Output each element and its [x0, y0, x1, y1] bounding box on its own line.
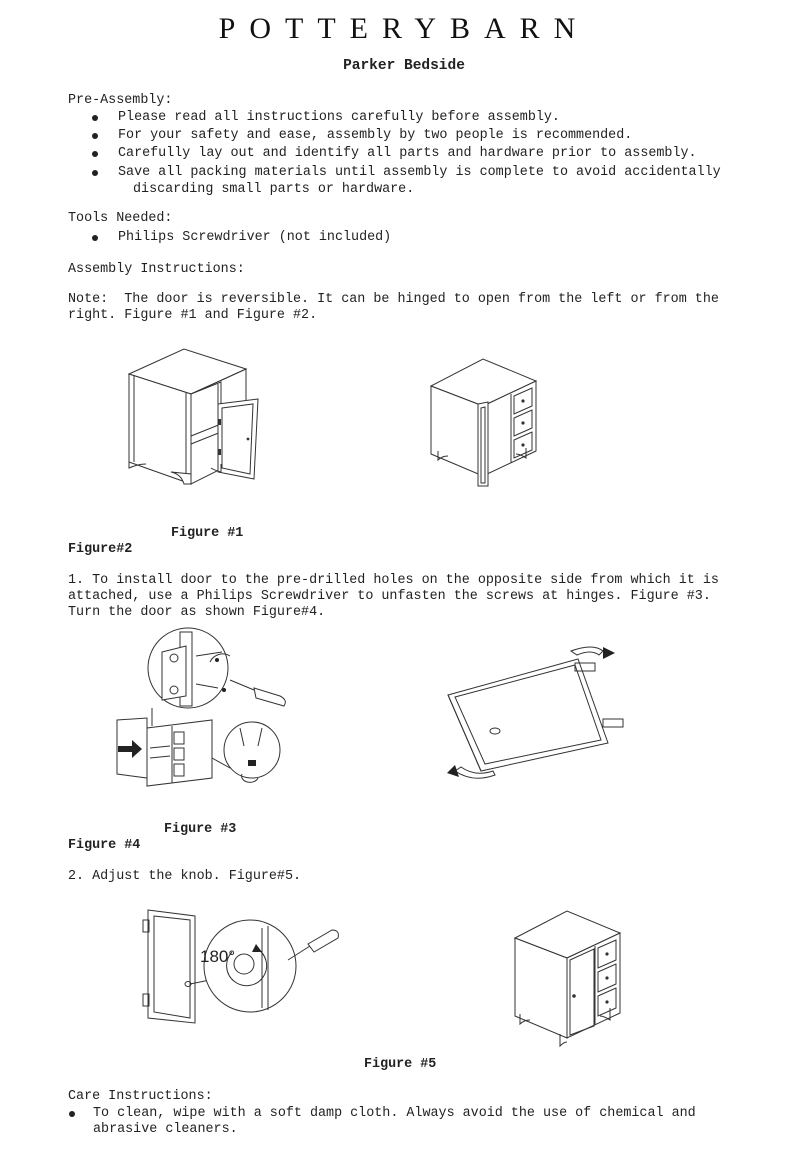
step-1-line: 1. To install door to the pre-drilled holes on the opposite side from which it is	[68, 573, 719, 588]
bullet-icon	[92, 133, 98, 139]
bullet-icon	[69, 1111, 75, 1117]
note-line: Note: The door is reversible. It can be hinged to open from the left or from the	[68, 292, 719, 307]
step-1-line: Turn the door as shown Figure#4.	[68, 605, 326, 620]
step-2-line: 2. Adjust the knob. Figure#5.	[68, 869, 302, 884]
figure-3-caption: Figure #3	[164, 822, 237, 837]
figure-1-illustration	[126, 344, 266, 494]
pre-assembly-item: Carefully lay out and identify all parts and hardware prior to assembly.	[118, 146, 697, 161]
bullet-icon	[92, 170, 98, 176]
bullet-icon	[92, 151, 98, 157]
care-heading: Care Instructions:	[68, 1089, 213, 1104]
pre-assembly-heading: Pre-Assembly:	[68, 93, 173, 108]
bullet-icon	[92, 115, 98, 121]
tools-heading: Tools Needed:	[68, 211, 173, 226]
figure-5-door-illustration	[140, 908, 350, 1028]
figure-4-caption: Figure #4	[68, 838, 141, 853]
note-line: right. Figure #1 and Figure #2.	[68, 308, 318, 323]
rotation-label: 180°	[200, 947, 236, 966]
pre-assembly-item: Save all packing materials until assembly is complete to avoid accidentally	[118, 165, 721, 180]
figure-4-illustration	[443, 643, 633, 785]
page-title: Parker Bedside	[343, 58, 465, 74]
pre-assembly-item-cont: discarding small parts or hardware.	[133, 182, 415, 197]
figure-2-illustration	[428, 356, 540, 491]
figure-5-caption: Figure #5	[364, 1057, 437, 1072]
figure-5-nightstand-illustration	[512, 908, 624, 1056]
assembly-heading: Assembly Instructions:	[68, 262, 245, 277]
care-line: To clean, wipe with a soft damp cloth. Always avoid the use of chemical and	[93, 1106, 696, 1121]
step-1-line: attached, use a Philips Screwdriver to unfasten the screws at hinges. Figure #3.	[68, 589, 711, 604]
figure-1-caption: Figure #1	[171, 526, 244, 541]
figure-3-illustration	[112, 628, 302, 800]
pre-assembly-item: Please read all instructions carefully before assembly.	[118, 110, 560, 125]
bullet-icon	[92, 235, 98, 241]
tools-item: Philips Screwdriver (not included)	[118, 230, 392, 245]
care-line: abrasive cleaners.	[93, 1122, 238, 1137]
pre-assembly-item: For your safety and ease, assembly by two people is recommended.	[118, 128, 633, 143]
figure-2-caption: Figure#2	[68, 542, 133, 557]
brand-logo: POTTERYBARN	[218, 12, 590, 45]
